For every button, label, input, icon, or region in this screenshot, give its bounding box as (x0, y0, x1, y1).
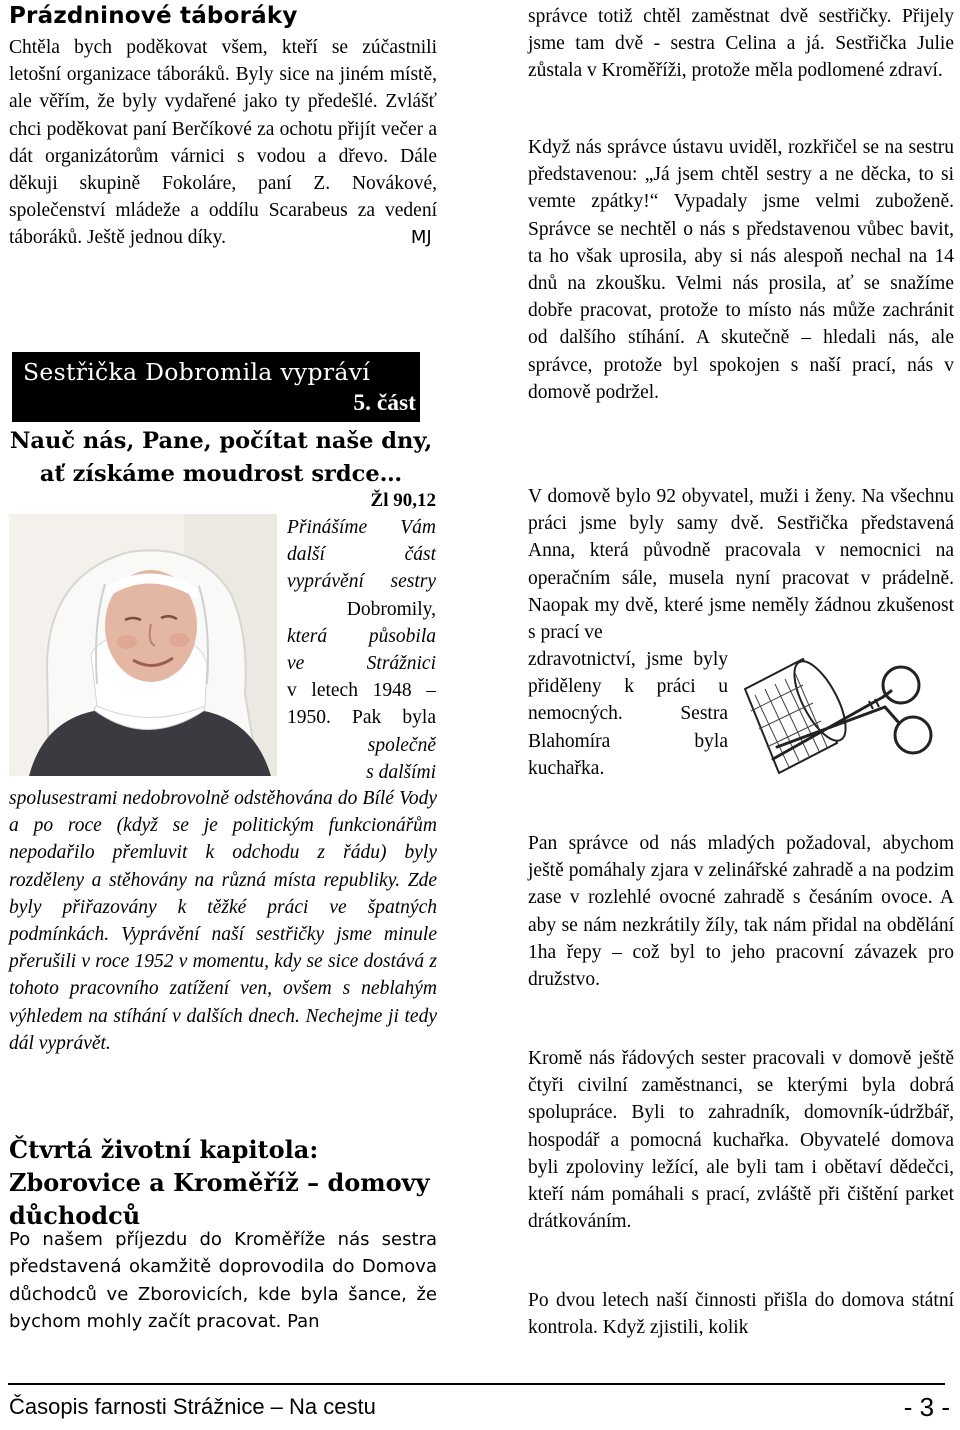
intro-line: která působila (287, 625, 436, 647)
intro-text-continued: spolusestrami nedobrovolně odstěhována do Bílé Vody a po roce (když se je politickým funkcionářům nepodařilo přemluvit k odchodu z řádu) byly rozděleny a stěhovány na různá místa republiky. Zde byly přiřazovány k těžké práci ve špatných podmínkách. Vyprávění naší sestřičky jsme minule přerušili v roce 1952 v momentu, kdy se sice dostává z tohoto pracovního zatížení ven, ovšem s neblahým výhledem na stíhání v dalších dnech. Nechejme ji tedy dál vyprávět. (9, 788, 437, 1054)
right-paragraph-4: Pan správce od nás mladých požadoval, abychom ještě pomáhaly zjara v zelinářské zahradě a na podzim zase v rozlehlé ovocné zahradě s česáním ovoce. A aby se nám nezkrátily žíly, tak nám přidal na obdělání 1ha řepy – což byl to jeho pracovní závazek pro družstvo. (528, 833, 954, 991)
portrait-of-nun-icon (9, 514, 277, 776)
bandage-and-scissors-icon (733, 651, 955, 783)
right-paragraph-1: správce totiž chtěl zaměstnat dvě sestřičky. Přijely jsme tam dvě - sestra Celina a já. Sestřička Julie zůstala v Kroměříži, protože měla podlomené zdraví. (528, 6, 954, 82)
page-number: - 3 - (903, 1392, 950, 1422)
verse-reference: Žl 90,12 (370, 490, 436, 511)
arrival-paragraph: Po našem příjezdu do Kroměříže nás sestra představená okamžitě doprovodila do Domova důchodců ve Zborovicích, kde byla šance, že bychom mohly začít pracovat. Pan (9, 1229, 437, 1333)
bible-verse (6, 425, 436, 491)
right-paragraph-6: Po dvou letech naší činnosti přišla do domova státní kontrola. Když zjistili, kolik (528, 1290, 954, 1339)
intro-line: Dobromily, (346, 598, 436, 620)
intro-line: společně (367, 734, 436, 756)
footer-publication: Časopis farnosti Strážnice – Na cestu (9, 1394, 376, 1419)
campfires-thanks-paragraph (9, 34, 437, 252)
article-title-campfires: Prázdninové táboráky (9, 3, 298, 29)
intro-line: ve Strážnici (287, 653, 436, 675)
banner-part: 5. část (353, 390, 416, 416)
intro-line: vyprávění sestry (287, 571, 436, 593)
signature: MJ (410, 227, 432, 249)
footer-divider (8, 1383, 945, 1385)
series-banner (12, 352, 420, 422)
right-paragraph-3: V domově bylo 92 obyvatel, muži i ženy. Na všechnu práci jsme byly samy dvě. Sestřička představená Anna, která původně pracovala v nemocnici na operačním sále, musela nyní pracovat v prádelně. Naopak my dvě, které jsme neměly žádnou zkušenost s prací ve (528, 486, 954, 644)
chapter-heading: Čtvrtá životní kapitola: Zborovice a Kroměříž – domovy důchodců (9, 1135, 430, 1230)
verse-line-1: Nauč nás, Pane, počítat naše dny, (9, 428, 433, 454)
intro-line: Přinášíme Vám (287, 517, 436, 538)
intro-line: 1950. Pak byla (287, 707, 436, 729)
right-paragraph-3-continued: zdravotnictví, jsme byly přiděleny k práci u nemocných. Sestra Blahomíra byla kuchařka. (528, 649, 728, 779)
intro-text-beside-photo (287, 514, 436, 786)
right-paragraph-5: Kromě nás řádových sester pracovali v domově ještě čtyři civilní zaměstnanci, se kterými byla dobrá spolupráce. Byli to zahradník, domovník-údržbář, hospodář a pomocná kuchařka. Obyvatelé domova byli zpoloviny ležící, ale byli tam i obětaví dědečci, kteří nám pomáhali s prací, zvláště při čištění parket drátkováním. (528, 1048, 954, 1233)
banner-title: Sestřička Dobromila vypráví (23, 358, 371, 386)
verse-line-2: ať získáme moudrost srdce… (39, 461, 403, 487)
intro-line: další část (287, 544, 436, 566)
intro-line: s dalšími (366, 761, 436, 783)
campfires-thanks-text: Chtěla bych poděkovat všem, kteří se zúčastnili letošní organizace táboráků. Byly sice na jiném místě, ale věřím, že byly vydařené jako ty předešlé. Zvlášť chci poděkovat paní Berčíkové za ochotu přijít večer a dát organizátorům várnici s vodou a dřevo. Dále děkuji skupině Fokoláre, paní Z. Novákové, společenství mládeže a oddílu Scarabeus za vedení táboráků. Ještě jednou díky. (9, 37, 437, 249)
right-paragraph-2: Když nás správce ústavu uviděl, rozkřičel se na sestru představenou: „Já jsem chtěl sestry a ne děcka, to si vemte zpátky!“ Vypadaly jsme velmi zuboženě. Správce se nechtěl o nás s představenou vůbec bavit, ta ho však uprosila, aby si nás alespoň nechal na 14 dnů na zkoušku. Velmi nás prosila, ať se snažíme dobře pracovat, protože to místo nás může zachránit od dalšího stíhání. A skutečně – hledali nás, ale správce, protože byl spokojen s naší prací, nás v domově podržel. (528, 137, 954, 403)
intro-line: v letech 1948 – (287, 680, 436, 702)
